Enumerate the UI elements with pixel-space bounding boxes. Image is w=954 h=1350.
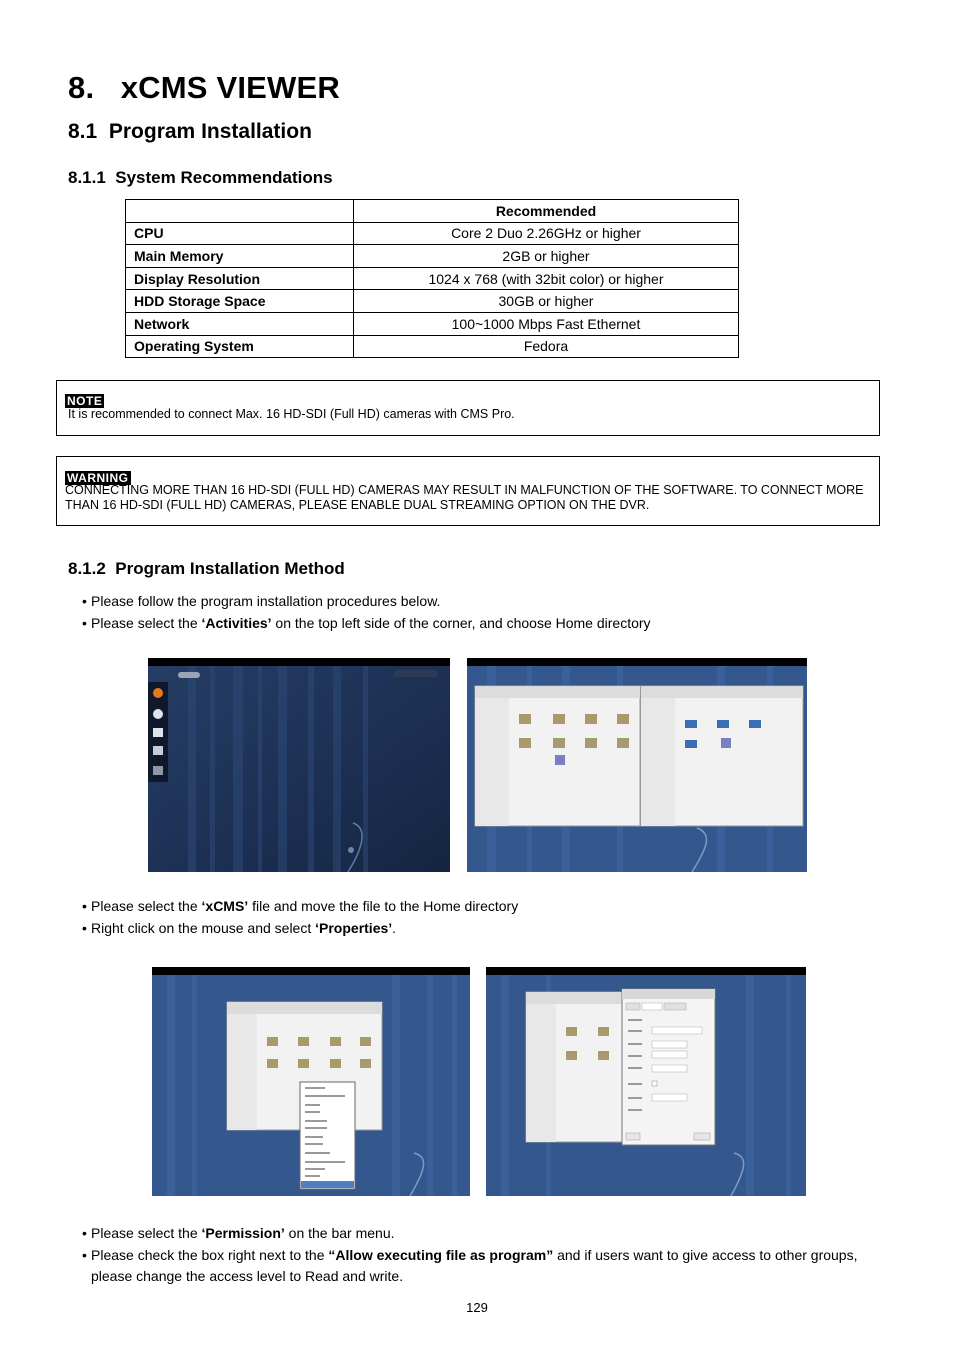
warning-tag: WARNING bbox=[67, 471, 129, 485]
table-header-row bbox=[126, 200, 739, 223]
table-row bbox=[126, 312, 739, 335]
screenshot-file-manager bbox=[467, 658, 807, 872]
list-item: • Please follow the program installation procedures below. bbox=[82, 593, 441, 609]
row-key: Operating System bbox=[126, 335, 354, 358]
row-value: 1024 x 768 (with 32bit color) or higher bbox=[354, 267, 739, 290]
table-row bbox=[126, 222, 739, 245]
row-value: Core 2 Duo 2.26GHz or higher bbox=[354, 222, 739, 245]
table-row bbox=[126, 267, 739, 290]
row-key: Main Memory bbox=[126, 245, 354, 268]
chapter-heading: 8. xCMS VIEWER bbox=[68, 70, 340, 105]
screenshot-context-menu bbox=[152, 967, 470, 1196]
table-row bbox=[126, 245, 739, 268]
row-value: 2GB or higher bbox=[354, 245, 739, 268]
subsection-heading-recommendations: 8.1.1 System Recommendations bbox=[68, 168, 333, 187]
section-heading: 8.1 Program Installation bbox=[68, 120, 312, 143]
note-text: It is recommended to connect Max. 16 HD-SDI (Full HD) cameras with CMS Pro. bbox=[68, 407, 515, 421]
row-value: Fedora bbox=[354, 335, 739, 358]
screenshot-activities bbox=[148, 658, 450, 872]
row-value: 30GB or higher bbox=[354, 290, 739, 313]
list-item: • Please check the box right next to the “Allow executing file as program” and if users want to give access to other groups, please change the access level to Read and write. bbox=[82, 1247, 858, 1284]
table-header-empty bbox=[126, 200, 354, 223]
system-recommendations-table bbox=[125, 199, 739, 358]
list-item: • Please select the ‘xCMS’ file and move the file to the Home directory bbox=[82, 898, 519, 914]
row-key: Network bbox=[126, 312, 354, 335]
subsection-heading-install-method: 8.1.2 Program Installation Method bbox=[68, 559, 345, 578]
warning-box bbox=[56, 456, 880, 526]
row-key: Display Resolution bbox=[126, 267, 354, 290]
list-item: • Please select the ‘Activities’ on the top left side of the corner, and choose Home directory bbox=[82, 615, 651, 631]
list-item: • Right click on the mouse and select ‘Properties’. bbox=[82, 920, 397, 936]
row-key: HDD Storage Space bbox=[126, 290, 354, 313]
screenshot-properties-dialog bbox=[486, 967, 806, 1196]
row-value: 100~1000 Mbps Fast Ethernet bbox=[354, 312, 739, 335]
table-row bbox=[126, 335, 739, 358]
note-tag: NOTE bbox=[67, 394, 103, 408]
page-number: 129 bbox=[466, 1300, 488, 1315]
table-row bbox=[126, 290, 739, 313]
table-header-recommended: Recommended bbox=[354, 200, 739, 223]
row-key: CPU bbox=[126, 222, 354, 245]
note-box bbox=[56, 380, 880, 436]
list-item: • Please select the ‘Permission’ on the bar menu. bbox=[82, 1225, 395, 1241]
warning-text: CONNECTING MORE THAN 16 HD-SDI (FULL HD) CAMERAS MAY RESULT IN MALFUNCTION OF THE SOFTWARE. TO CONNECT MORE THAN 16 HD-SDI (FULL HD) CAMERAS, PLEASE ENABLE DUAL STREAMING OPTION ON THE DVR. bbox=[65, 483, 864, 512]
